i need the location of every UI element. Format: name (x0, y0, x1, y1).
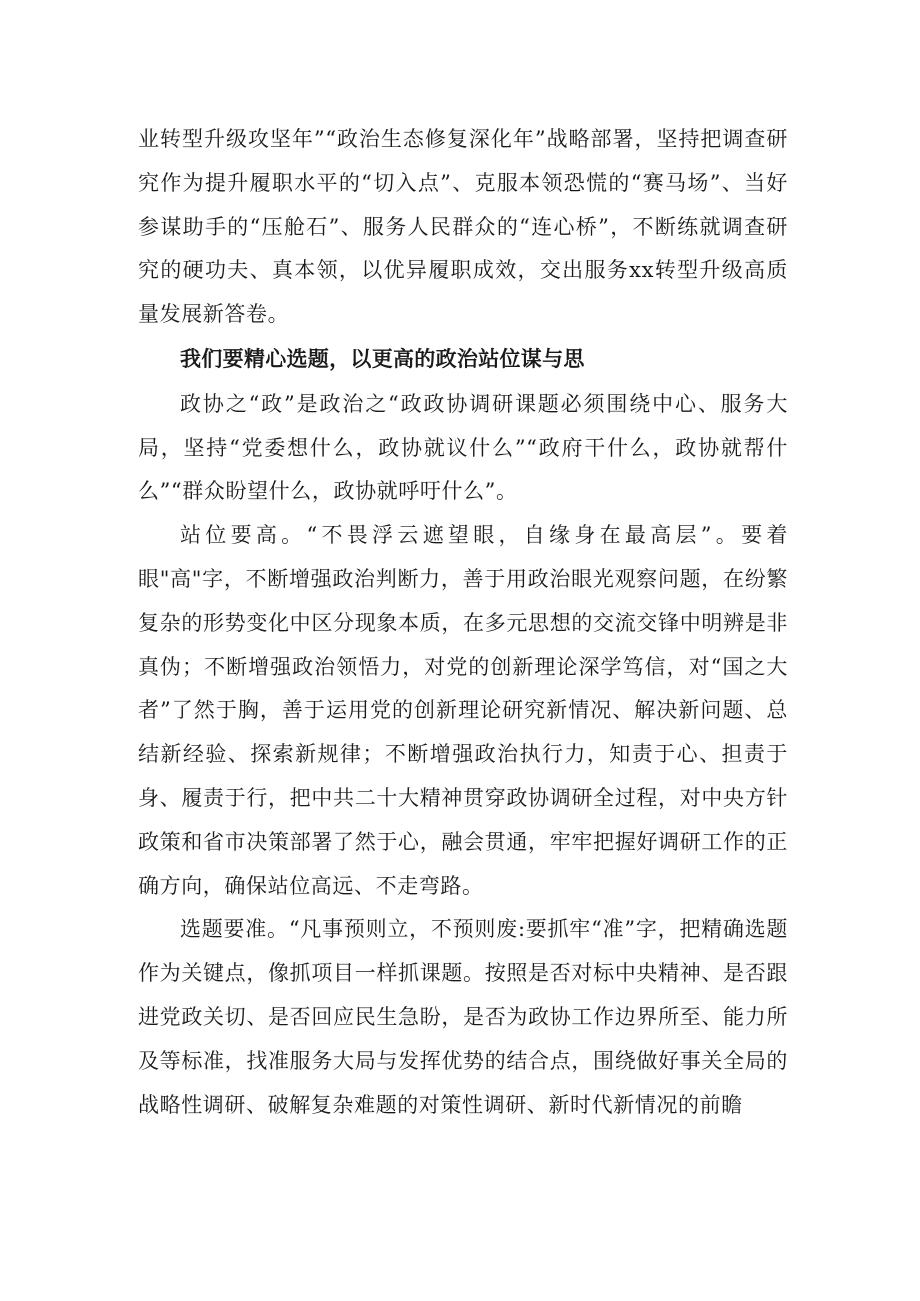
paragraph-topic-accurate: 选题要准。“凡事预则立，不预则废:要抓牢“准”字，把精确选题作为关键点，像抓项目一样抓课题。按照是否对标中央精神、是否跟进党政关切、是否回应民生急盼，是否为政协工作边界所至、能力所及等标准，找准服务大局与发挥优势的结合点，围绕做好事关全局的战略性调研、破解复杂难题的对策性调研、新时代新情况的前瞻 (138, 917, 788, 1117)
section-heading: 我们要精心选题，以更高的政治站位谋与思 (180, 346, 585, 371)
paragraph-politics: 政协之“政”是政治之“政政协调研课题必须围绕中心、服务大局，坚持“党委想什么，政协就议什么”“政府干什么，政协就帮什么”“群众盼望什么，政协就呼吁什么”。 (138, 391, 788, 504)
paragraph-position-high: 站位要高。“不畏浮云遮望眼，自缘身在最高层”。要着眼"高"字，不断增强政治判断力，善于用政治眼光观察问题，在纷繁复杂的形势变化中区分现象本质，在多元思想的交流交锋中明辨是非真伪；不断增强政治领悟力，对党的创新理论深学笃信，对“国之大者”了然于胸，善于运用党的创新理论研究新情况、解决新问题、总结新经验、探索新规律；不断增强政治执行力，知责于心、担责于身、履责于行，把中共二十大精神贯穿政协调研全过程，对中央方针政策和省市决策部署了然于心，融会贯通，牢牢把握好调研工作的正确方向，确保站位高远、不走弯路。 (138, 523, 788, 898)
document-body (138, 118, 788, 1127)
paragraph-intro-continued: 业转型升级攻坚年”“政治生态修复深化年”战略部署，坚持把调查研究作为提升履职水平的“切入点”、克服本领恐慌的“赛马场”、当好参谋助手的“压舱石”、服务人民群众的“连心桥”，不断练就调查研究的硬功夫、真本领，以优异履职成效，交出服务xx转型升级高质量发展新答卷。 (138, 127, 788, 327)
